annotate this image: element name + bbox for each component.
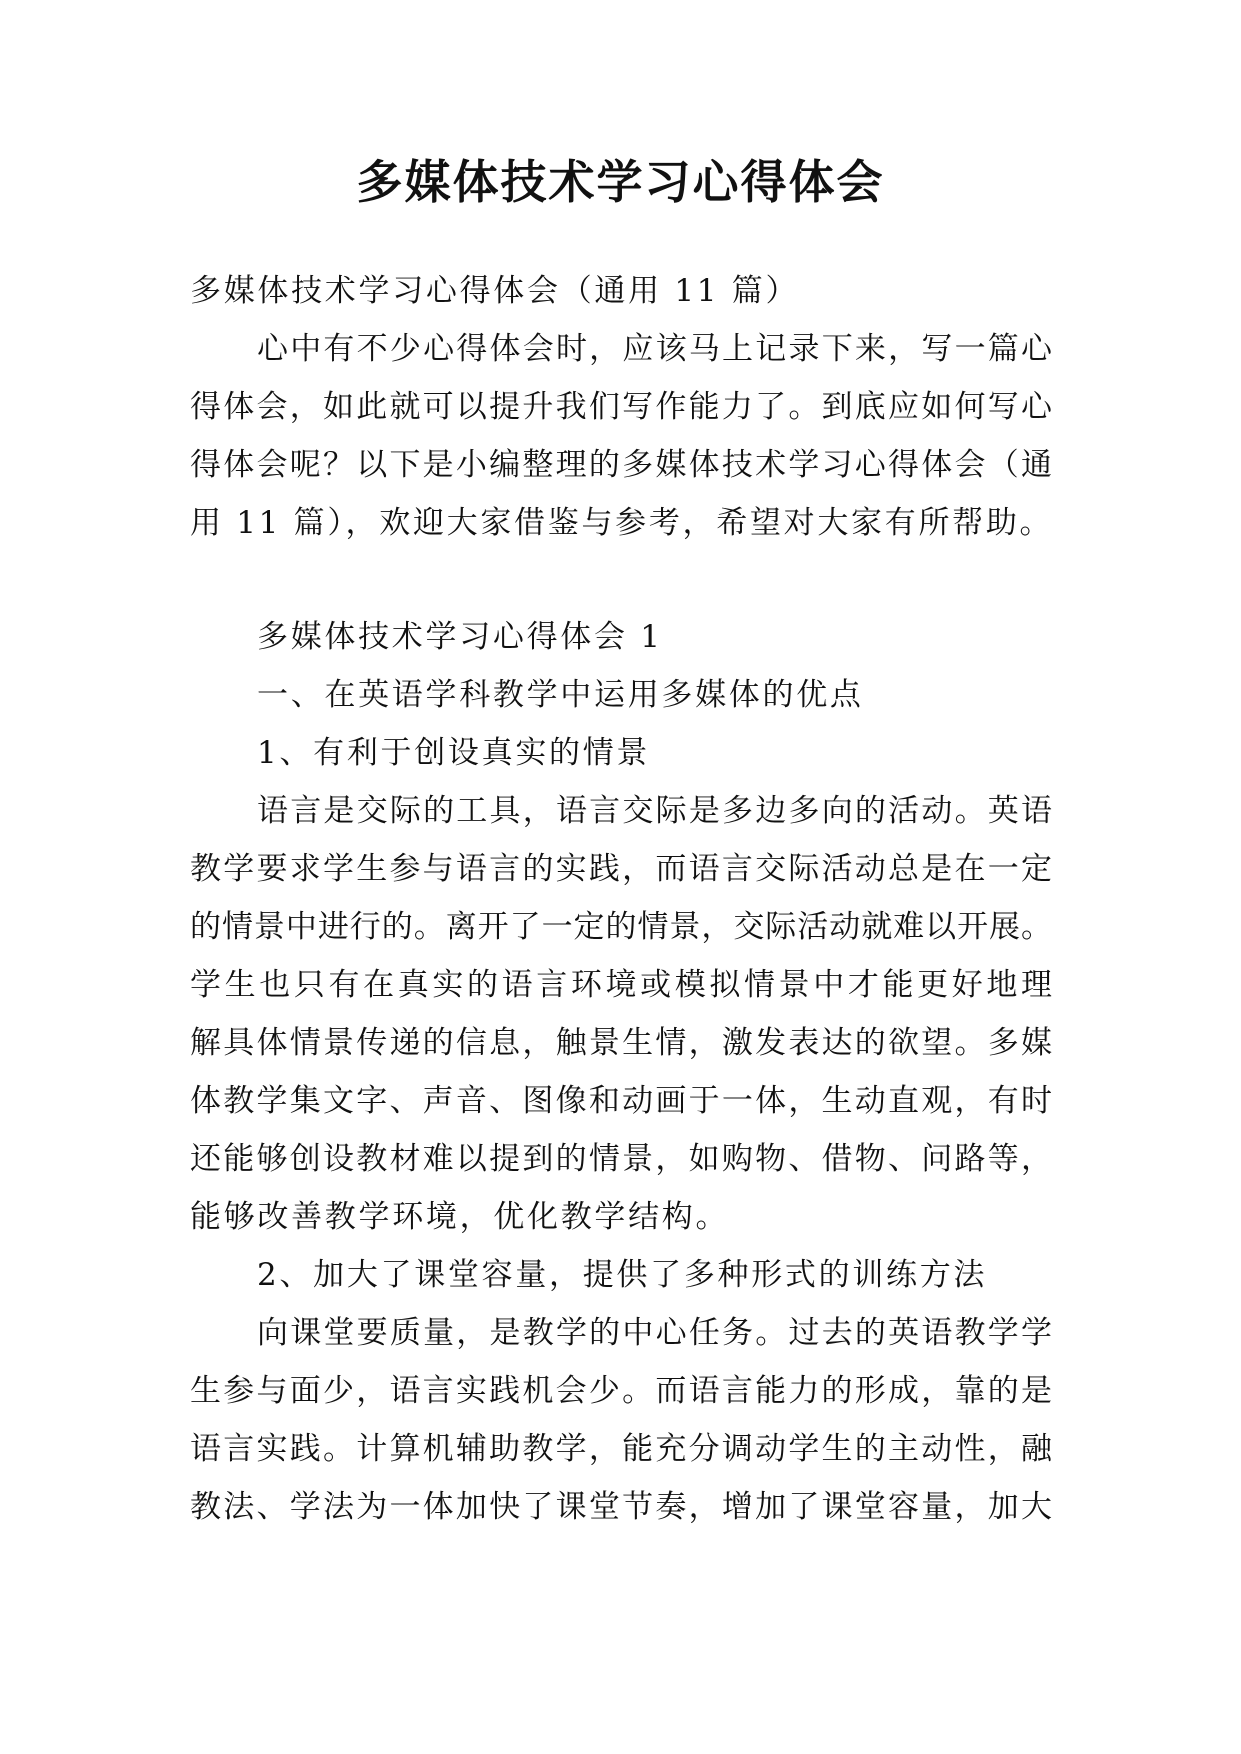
paragraph-2-line: 向课堂要质量，是教学的中心任务。过去的英语教学学 <box>257 1315 1052 1351</box>
document-title: 多媒体技术学习心得体会 <box>356 155 885 209</box>
section-heading: 多媒体技术学习心得体会 1 <box>257 619 663 655</box>
paragraph-1-line: 教学要求学生参与语言的实践，而语言交际活动总是在一定 <box>190 851 1052 887</box>
document-body <box>190 262 1052 1536</box>
subsection-heading-2: 2、加大了课堂容量，提供了多种形式的训练方法 <box>257 1257 988 1293</box>
intro-line: 心中有不少心得体会时，应该马上记录下来，写一篇心 <box>257 331 1052 367</box>
intro-line: 用 11 篇），欢迎大家借鉴与参考，希望对大家有所帮助。 <box>190 505 1054 541</box>
intro-line: 得体会，如此就可以提升我们写作能力了。到底应如何写心 <box>190 389 1052 425</box>
paragraph-1-line: 还能够创设教材难以提到的情景，如购物、借物、问路等， <box>190 1141 1052 1177</box>
paragraph-1-line: 能够改善教学环境，优化教学结构。 <box>190 1199 730 1235</box>
subsection-heading-1: 1、有利于创设真实的情景 <box>257 735 651 771</box>
paragraph-2-line: 教法、学法为一体加快了课堂节奏，增加了课堂容量，加大 <box>190 1489 1052 1525</box>
paragraph-2-line: 生参与面少，语言实践机会少。而语言能力的形成，靠的是 <box>190 1373 1052 1409</box>
section-spacer <box>190 552 1052 608</box>
document-subtitle: 多媒体技术学习心得体会（通用 11 篇） <box>190 273 800 309</box>
point-heading: 一、在英语学科教学中运用多媒体的优点 <box>257 677 864 713</box>
paragraph-1-line: 的情景中进行的。离开了一定的情景，交际活动就难以开展。 <box>190 909 1052 945</box>
paragraph-2-line: 语言实践。计算机辅助教学，能充分调动学生的主动性，融 <box>190 1431 1052 1467</box>
paragraph-1-line: 学生也只有在真实的语言环境或模拟情景中才能更好地理 <box>190 967 1052 1003</box>
intro-line: 得体会呢？以下是小编整理的多媒体技术学习心得体会（通 <box>190 447 1052 483</box>
paragraph-1-line: 语言是交际的工具，语言交际是多边多向的活动。英语 <box>257 793 1052 829</box>
paragraph-1-line: 解具体情景传递的信息，触景生情，激发表达的欲望。多媒 <box>190 1025 1052 1061</box>
paragraph-1-line: 体教学集文字、声音、图像和动画于一体，生动直观，有时 <box>190 1083 1052 1119</box>
